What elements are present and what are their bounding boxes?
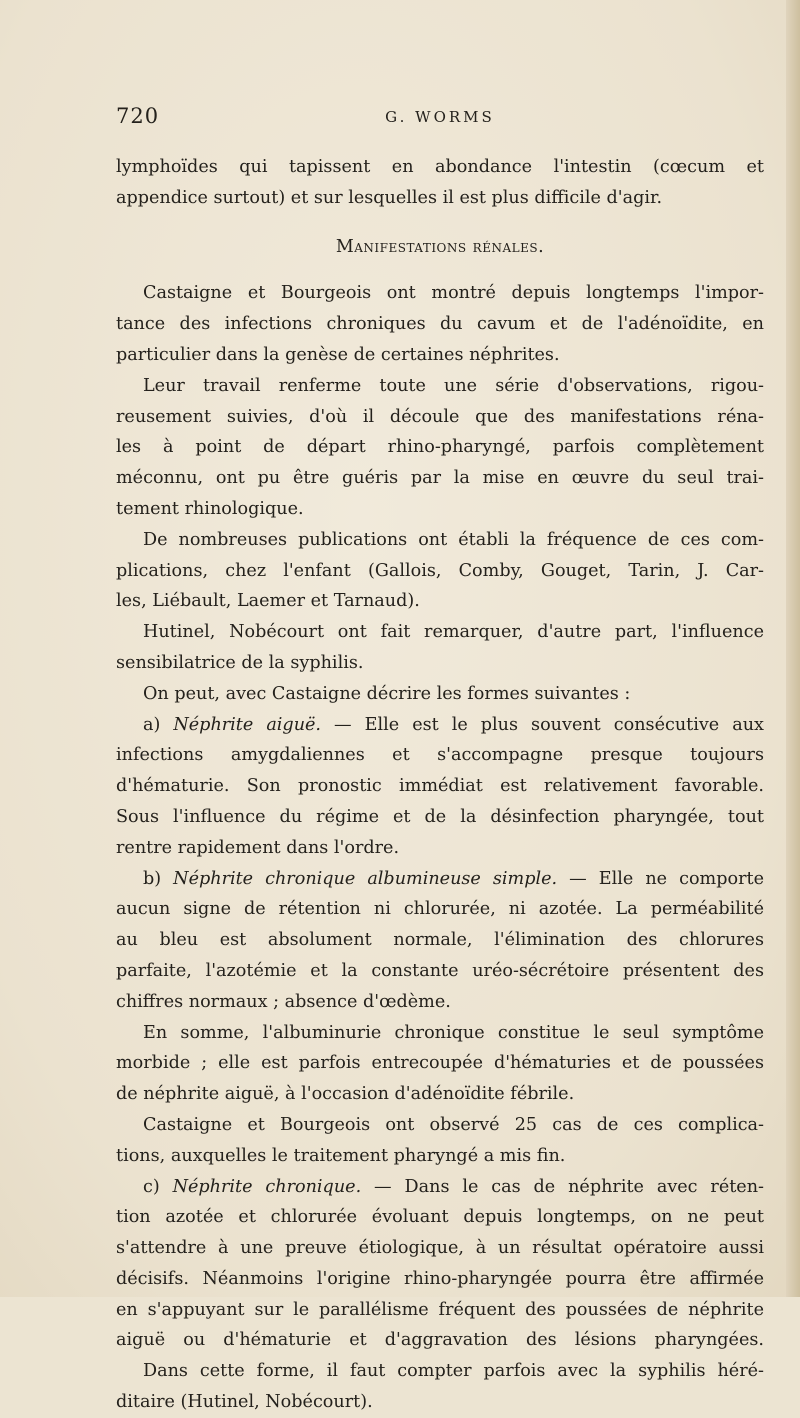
text-line: méconnu, ont pu être guéris par la mise en œuvre du seul trai-	[116, 468, 764, 489]
text-line: en s'appuyant sur le parallélisme fréquent des poussées de néphrite	[116, 1299, 764, 1320]
text-line: rentre rapidement dans l'ordre.	[116, 837, 400, 858]
section-title: Manifestations rénales.	[335, 236, 545, 257]
item-marker: a)	[143, 714, 174, 735]
running-head: G. WORMS	[385, 108, 495, 126]
text-line: appendice surtout) et sur lesquelles il est plus difficile d'agir.	[116, 187, 663, 208]
item-heading: Néphrite chronique.	[172, 1176, 362, 1197]
text-line	[116, 864, 764, 895]
text-line: tion azotée et chlorurée évoluant depuis longtemps, on ne peut	[116, 1207, 764, 1228]
text-line: Castaigne et Bourgeois ont observé 25 cas de ces complica-	[143, 1114, 764, 1135]
text-line: plications, chez l'enfant (Gallois, Comby, Gouget, Tarin, J. Car-	[116, 560, 764, 581]
text-line: chiffres normaux ; absence d'œdème.	[116, 991, 451, 1012]
text-line: les à point de départ rhino-pharyngé, parfois complètement	[116, 437, 764, 458]
text-line: infections amygdaliennes et s'accompagne presque toujours	[116, 745, 764, 766]
text-line: aiguë ou d'hématurie et d'aggravation des lésions pharyngées.	[116, 1330, 764, 1351]
text-line: s'attendre à une preuve étiologique, à un résultat opératoire aussi	[116, 1238, 764, 1259]
item-text: — Elle ne comporte	[557, 868, 764, 889]
item-text: — Dans le cas de néphrite avec réten-	[361, 1176, 764, 1197]
page-number: 720	[116, 104, 160, 128]
text-line: lymphoïdes qui tapissent en abondance l'intestin (cœcum et	[116, 157, 764, 177]
page-header	[116, 104, 764, 134]
section-heading	[116, 232, 764, 263]
text-line	[116, 710, 764, 741]
item-marker: b)	[143, 868, 174, 889]
text-line: ditaire (Hutinel, Nobécourt).	[116, 1392, 373, 1413]
text-line: reusement suivies, d'où il découle que des manifestations réna-	[116, 406, 764, 427]
item-marker: c)	[143, 1176, 173, 1197]
text-line: tement rhinologique.	[116, 498, 304, 519]
text-line: En somme, l'albuminurie chronique constitue le seul symptôme	[143, 1022, 764, 1043]
text-line: tions, auxquelles le traitement pharyngé a mis fin.	[116, 1145, 566, 1166]
text-line: au bleu est absolument normale, l'élimination des chlorures	[116, 930, 764, 951]
item-heading: Néphrite chronique albumineuse simple.	[173, 868, 558, 889]
text-line: Leur travail renferme toute une série d'observations, rigou-	[143, 375, 764, 396]
text-line: Sous l'influence du régime et de la désinfection pharyngée, tout	[116, 806, 764, 827]
page-edge-shadow	[786, 0, 800, 1297]
page-body	[116, 152, 764, 1418]
text-line: tance des infections chroniques du cavum et de l'adénoïdite, en	[116, 314, 764, 335]
text-line: de néphrite aiguë, à l'occasion d'adénoïdite fébrile.	[116, 1084, 575, 1105]
text-line: décisifs. Néanmoins l'origine rhino-pharyngée pourra être affirmée	[116, 1268, 764, 1289]
item-text: — Elle est le plus souvent consécutive aux	[321, 714, 764, 735]
text-line: Castaigne et Bourgeois ont montré depuis longtemps l'impor-	[143, 283, 764, 304]
text-line: sensibilatrice de la syphilis.	[116, 652, 364, 673]
text-line: On peut, avec Castaigne décrire les formes suivantes :	[143, 683, 631, 704]
text-line: d'hématurie. Son pronostic immédiat est relativement favorable.	[116, 776, 764, 797]
text-line: aucun signe de rétention ni chlorurée, ni azotée. La perméabilité	[116, 899, 764, 920]
text-line: parfaite, l'azotémie et la constante uréo-sécrétoire présentent des	[116, 960, 764, 981]
text-line: morbide ; elle est parfois entrecoupée d'hématuries et de poussées	[116, 1053, 764, 1074]
text-line	[116, 1172, 764, 1203]
item-heading: Néphrite aiguë.	[173, 714, 322, 735]
text-line: Dans cette forme, il faut compter parfois avec la syphilis héré-	[143, 1361, 764, 1382]
text-line: De nombreuses publications ont établi la fréquence de ces com-	[143, 529, 764, 550]
text-line: particulier dans la genèse de certaines néphrites.	[116, 344, 560, 365]
text-line: les, Liébault, Laemer et Tarnaud).	[116, 591, 420, 612]
text-line: Hutinel, Nobécourt ont fait remarquer, d'autre part, l'influence	[143, 622, 764, 643]
